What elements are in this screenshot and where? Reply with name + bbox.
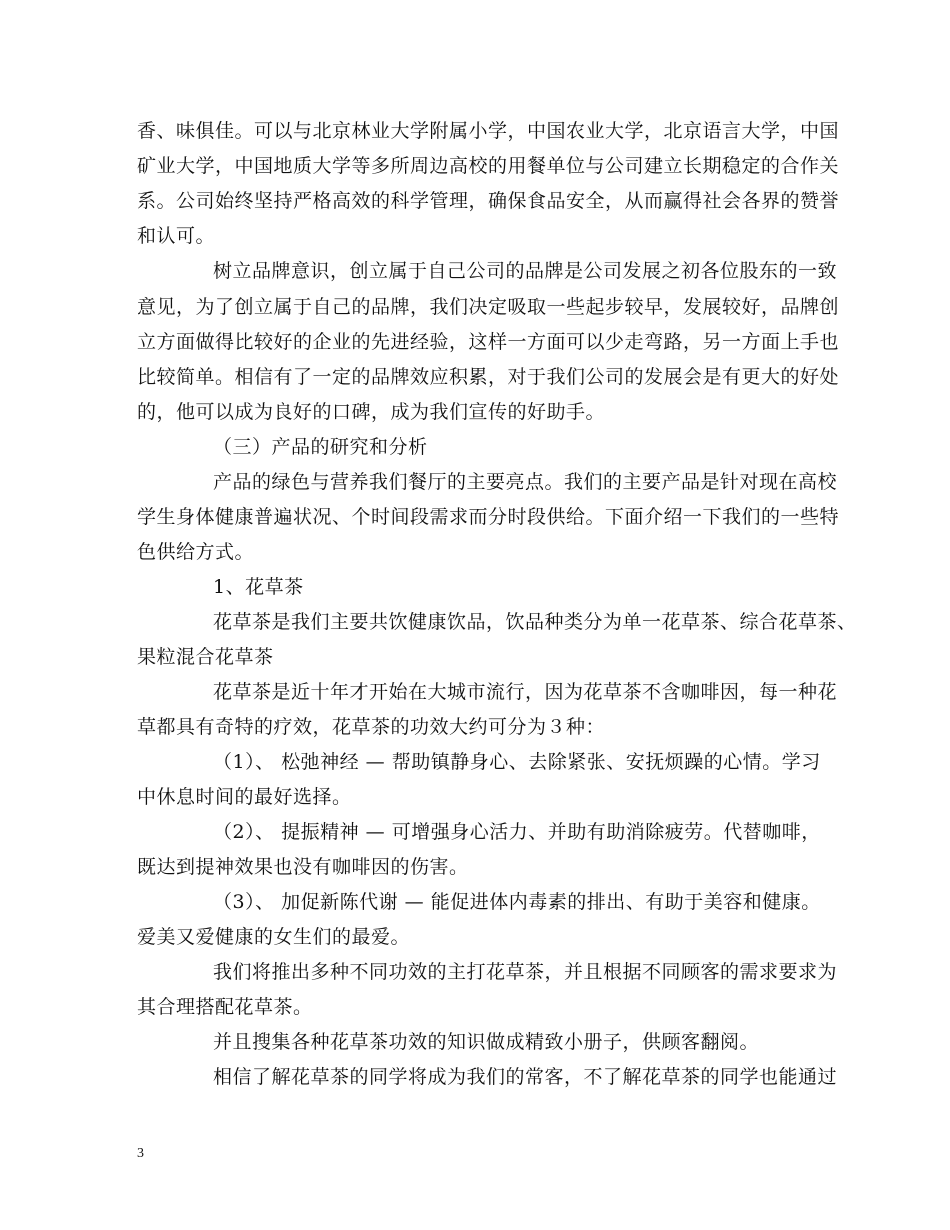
text-line: 其合理搭配花草茶。 [137,996,313,1018]
text-line: 学生身体健康普遍状况、个时间段需求而分时段供给。下面介绍一下我们的一些特 [137,506,840,528]
text-line: 草都具有奇特的疗效，花草茶的功效大约可分为３种： [137,716,606,738]
text-line: 花草茶是近十年才开始在大城市流行，因为花草茶不含咖啡因，每一种花 [213,681,838,703]
text-line: 系。公司始终坚持严格高效的科学管理，确保食品安全，从而赢得社会各界的赞誉 [137,190,840,212]
text-line: 相信了解花草茶的同学将成为我们的常客，不了解花草茶的同学也能通过 [213,1066,838,1088]
text-line: 并且搜集各种花草茶功效的知识做成精致小册子，供顾客翻阅。 [213,1031,760,1053]
text-line: 香、味俱佳。可以与北京林业大学附属小学，中国农业大学，北京语言大学，中国 [137,120,840,142]
text-line: 既达到提神效果也没有咖啡因的伤害。 [137,856,469,878]
text-line: 树立品牌意识，创立属于自己公司的品牌是公司发展之初各位股东的一致 [213,260,838,282]
section-heading: （三）产品的研究和分析 [213,436,428,458]
list-item-line: （3）、 加促新陈代谢 — 能促进体内毒素的排出、有助于美容和健康。 [213,891,821,913]
text-line: 产品的绿色与营养我们餐厅的主要亮点。我们的主要产品是针对现在高校 [213,471,838,493]
text-line: 色供给方式。 [137,541,255,563]
list-item-line: （1）、 松弛神经 — 帮助镇静身心、去除紧张、安抚烦躁的心情。学习 [213,751,821,773]
text-line: 的，他可以成为良好的口碑，成为我们宣传的好助手。 [137,401,606,423]
text-line: 果粒混合花草茶 [137,646,274,668]
text-line: 和认可。 [137,225,216,247]
page-number: 3 [137,1146,144,1161]
subsection-heading: 1、花草茶 [213,576,304,598]
text-line: 我们将推出多种不同功效的主打花草茶，并且根据不同顾客的需求要求为 [213,961,838,983]
text-line: 花草茶是我们主要共饮健康饮品，饮品种类分为单一花草茶、综合花草茶、 [213,611,857,633]
text-line: 意见，为了创立属于自己的品牌，我们决定吸取一些起步较早，发展较好，品牌创 [137,296,840,318]
text-line: 比较简单。相信有了一定的品牌效应积累，对于我们公司的发展会是有更大的好处 [137,366,840,388]
text-line: 立方面做得比较好的企业的先进经验，这样一方面可以少走弯路，另一方面上手也 [137,331,840,353]
text-line: 矿业大学，中国地质大学等多所周边高校的用餐单位与公司建立长期稳定的合作关 [137,155,840,177]
text-line: 爱美又爱健康的女生们的最爱。 [137,926,411,948]
text-line: 中休息时间的最好选择。 [137,786,352,808]
list-item-line: （2）、 提振精神 — 可增强身心活力、并助有助消除疲劳。代替咖啡， [213,821,821,843]
